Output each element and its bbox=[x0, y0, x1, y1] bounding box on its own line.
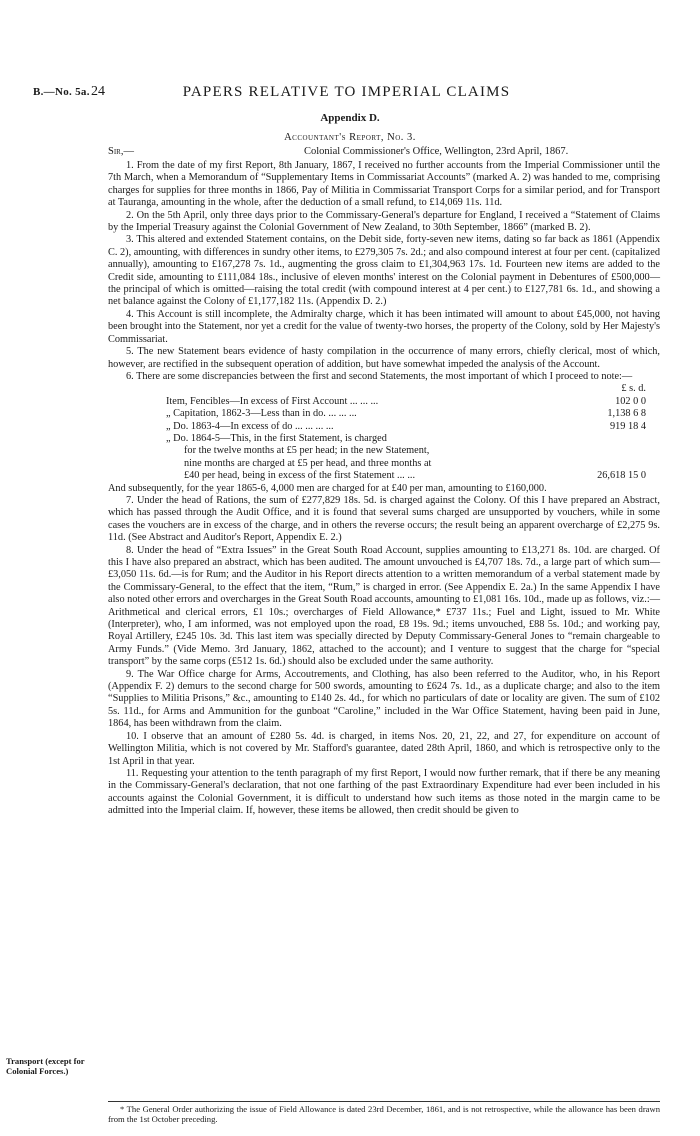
discrepancy-table bbox=[108, 383, 660, 482]
row-description: £40 per head, being in excess of the first Statement ... ... bbox=[184, 470, 416, 482]
paragraph-6-continuation: And subsequently, for the year 1865-6, 4,000 men are charged for at £40 per man, amounting to £160,000. bbox=[108, 482, 547, 494]
table-header-row bbox=[108, 383, 660, 395]
paragraph-5: 5. The new Statement bears evidence of hasty compilation in the occurrence of many errors, chiefly clerical, most of which, however, are rectified in the subsequent operation of addition, but have somewhat impeded the analysis of the Account. bbox=[108, 346, 660, 370]
paragraph-2: 2. On the 5th April, only three days prior to the Commissary-General's departure for England, I received a “Statement of Claims by the Imperial Treasury against the Colonial Government of New Zealand, to 30th September, 1866” (marked B. 2). bbox=[108, 209, 660, 234]
row-description: nine months are charged at £5 per head, and three months at bbox=[184, 457, 432, 469]
row-description: „ Do. 1863-4—In excess of do ... ... ... ... bbox=[166, 420, 334, 432]
appendix-title: Appendix D. bbox=[320, 112, 380, 124]
currency-header: £ s. d. bbox=[621, 383, 646, 395]
paragraph-4: 4. This Account is still incomplete, the Admiralty charge, which it has been intimated will amount to about £45,000, not having been brought into the Statement, nor yet a credit for the value of twenty-two horses, the property of the Colony, sold by Her Majesty's Commissariat. bbox=[108, 308, 660, 345]
row-description: for the twelve months at £5 per head; in the new Statement, bbox=[184, 445, 430, 457]
paragraph-1: 1. From the date of my first Report, 8th January, 1867, I received no further accounts from the Imperial Commissioner until the 7th March, when a Memorandum of “Supplementary Items in Commissariat Accounts” (marked A. 2) was handed to me, comprising charges for supplies for three months in 1866, Pay of Militia in Commissariat Transport Corps for a similar period, and for Transport at Tauranga, amounting in the whole, after the deduction of a small refund, to £14,069 11s. 11d. bbox=[108, 160, 660, 209]
footnote-text: * The General Order authorizing the issue of Field Allowance is dated 23rd December, 1861, and is not retrospective, while the allowance has been drawn from the 1st October preceding. bbox=[108, 1104, 660, 1125]
row-description: „ Capitation, 1862-3—Less than in do. ... ... ... bbox=[166, 408, 357, 420]
footnote bbox=[108, 1104, 660, 1125]
table-row bbox=[108, 470, 660, 482]
table-row bbox=[108, 408, 660, 420]
row-amount: 102 0 0 bbox=[615, 395, 646, 407]
table-row bbox=[108, 396, 660, 408]
paragraph-8: 8. Under the head of “Extra Issues” in the Great South Road Account, supplies amounting to £13,271 8s. 10d. are charged. Of this I have also prepared an abstract, which has been audited. The amount unvouched is £4,707 18s. 7d., a large part of which sum—£3,050 11s. 6d.—is for Rum; and the Auditor in his Report directs attention to a written memorandum of a verbal statement made by the Commissary-General, to the effect that the item, “Rum,” is charged in error. (See Appendix E. 2a.) In the same Appendix I have also noted other errors and overcharges in the Great South Road accounts, amounting to £1,081 16s. 10d., made up as follows, viz.:—Arithmetical and clerical errors, £1 10s.; overcharges of Field Allowance,* £737 11s.; Fuel and Light, issued to Mr. White (Interpreter), who, I am informed, was not employed upon the road, £8 19s. 9d.; items unvouched, £88 5s. 10d.; and working pay, Royal Artillery, £245 10s. 3d. This last item was specially directed by Deputy Commissary-General Jones to “remain chargeable to Army Funds.” (Vide Memo. 3rd January, 1862, attached to the account); and I venture to suggest that the charge for “special transport” by the same corps (£512 1s. 6d.) should also be excluded under the same authority. bbox=[108, 544, 660, 668]
footnote-rule bbox=[108, 1101, 660, 1102]
page-number: 24 bbox=[91, 84, 105, 99]
table-row bbox=[108, 433, 660, 445]
page-header bbox=[33, 84, 660, 104]
sender-address: Colonial Commissioner's Office, Wellington, 23rd April, 1867. bbox=[304, 146, 569, 157]
row-amount bbox=[534, 445, 660, 457]
salutation: Sir,— bbox=[108, 146, 134, 157]
paragraph-6: 6. There are some discrepancies between the first and second Statements, the most important of which I proceed to note:— bbox=[126, 370, 633, 382]
paragraph-3: 3. This altered and extended Statement contains, on the Debit side, forty-seven new items, dating so far back as 1861 (Appendix C. 2), amounting, with differences in sundry other items, to £279,305 7s. 2d.; and also compound interest at four per cent. (capitalized annually), amounting to £167,278 7s. 1d., augmenting the gross claim to £1,304,963 17s. 1d. Fourteen new items are added to the Credit side, amounting to £111,084 18s., inclusive of eleven months' interest on the Colonial payment in Debentures of £500,000—the principal of which is omitted—raising the total credit (with compound interest at 4 per cent.) to £127,781 6s. 1d., and showing a net balance against the Colony of £1,177,182 11s. (Appendix D. 2.) bbox=[108, 234, 660, 308]
paragraph-7: 7. Under the head of Rations, the sum of £277,829 18s. 5d. is charged against the Colony. Of this I have prepared an Abstract, which has passed through the Audit Office, and it is found that several sums charged are unsupported by vouchers, while in some cases the vouchers are in excess of the charge, and in others the reverse occurs; the result being an apparent overcharge of £2,275 9s. 11d. (See Abstract and Auditor's Report, Appendix E. 2.) bbox=[108, 494, 660, 544]
row-amount bbox=[534, 458, 660, 470]
row-amount: 1,138 6 8 bbox=[607, 408, 646, 420]
document-reference: B.—No. 5a. bbox=[33, 86, 90, 98]
paragraph-9: 9. The War Office charge for Arms, Accoutrements, and Clothing, has also been referred to the Auditor, who, in his Report (Appendix F. 2) demurs to the second charge for 500 swords, amounting to £624 7s. 1d., as a duplicate charge; and also to the item “Supplies to Militia Prisons,” &c., amounting to £140 2s. 4d., for which no particulars of date or locality are given. The sum of £102 5s. 11d., for Arms and Ammunition for the gunboat “Caroline,” included in the War Office Statement, having been paid in June, 1864, has been withdrawn from the claim. bbox=[108, 668, 660, 730]
row-description: „ Do. 1864-5—This, in the first Statement, is charged bbox=[166, 432, 387, 444]
table-row bbox=[108, 421, 660, 433]
row-description: Item, Fencibles—In excess of First Account ... ... ... bbox=[166, 395, 379, 407]
paragraph-11: 11. Requesting your attention to the tenth paragraph of my first Report, I would now further remark, that if there be any meaning in the Commissary-General's declaration, that not one farthing of the past Extraordinary Expenditure had ever been included in his accounts against the Colonial Government, it is difficult to understand how such items as those noted in the margin came to be admitted into the Imperial claim. If, however, these items be allowed, then credit should be given to bbox=[108, 767, 660, 817]
row-amount bbox=[534, 433, 660, 445]
table-row bbox=[108, 445, 660, 457]
running-title: PAPERS RELATIVE TO IMPERIAL CLAIMS bbox=[182, 84, 511, 100]
paragraph-10: 10. I observe that an amount of £280 5s. 4d. is charged, in items Nos. 20, 21, 22, and 27, for expenditure on account of Wellington Militia, which is not covered by Mr. Stafford's guarantee, dated 28th April, 1860, and which is retrospective only to the 1st April in that year. bbox=[108, 730, 660, 767]
row-amount: 919 18 4 bbox=[609, 420, 646, 432]
report-title: Accountant's Report, No. 3. bbox=[284, 132, 416, 143]
letter-heading bbox=[108, 146, 660, 160]
margin-note: Transport (except for Colonial Forces.) bbox=[6, 1056, 85, 1076]
report-body bbox=[108, 160, 660, 818]
table-row bbox=[108, 458, 660, 470]
row-amount: 26,618 15 0 bbox=[597, 470, 646, 482]
